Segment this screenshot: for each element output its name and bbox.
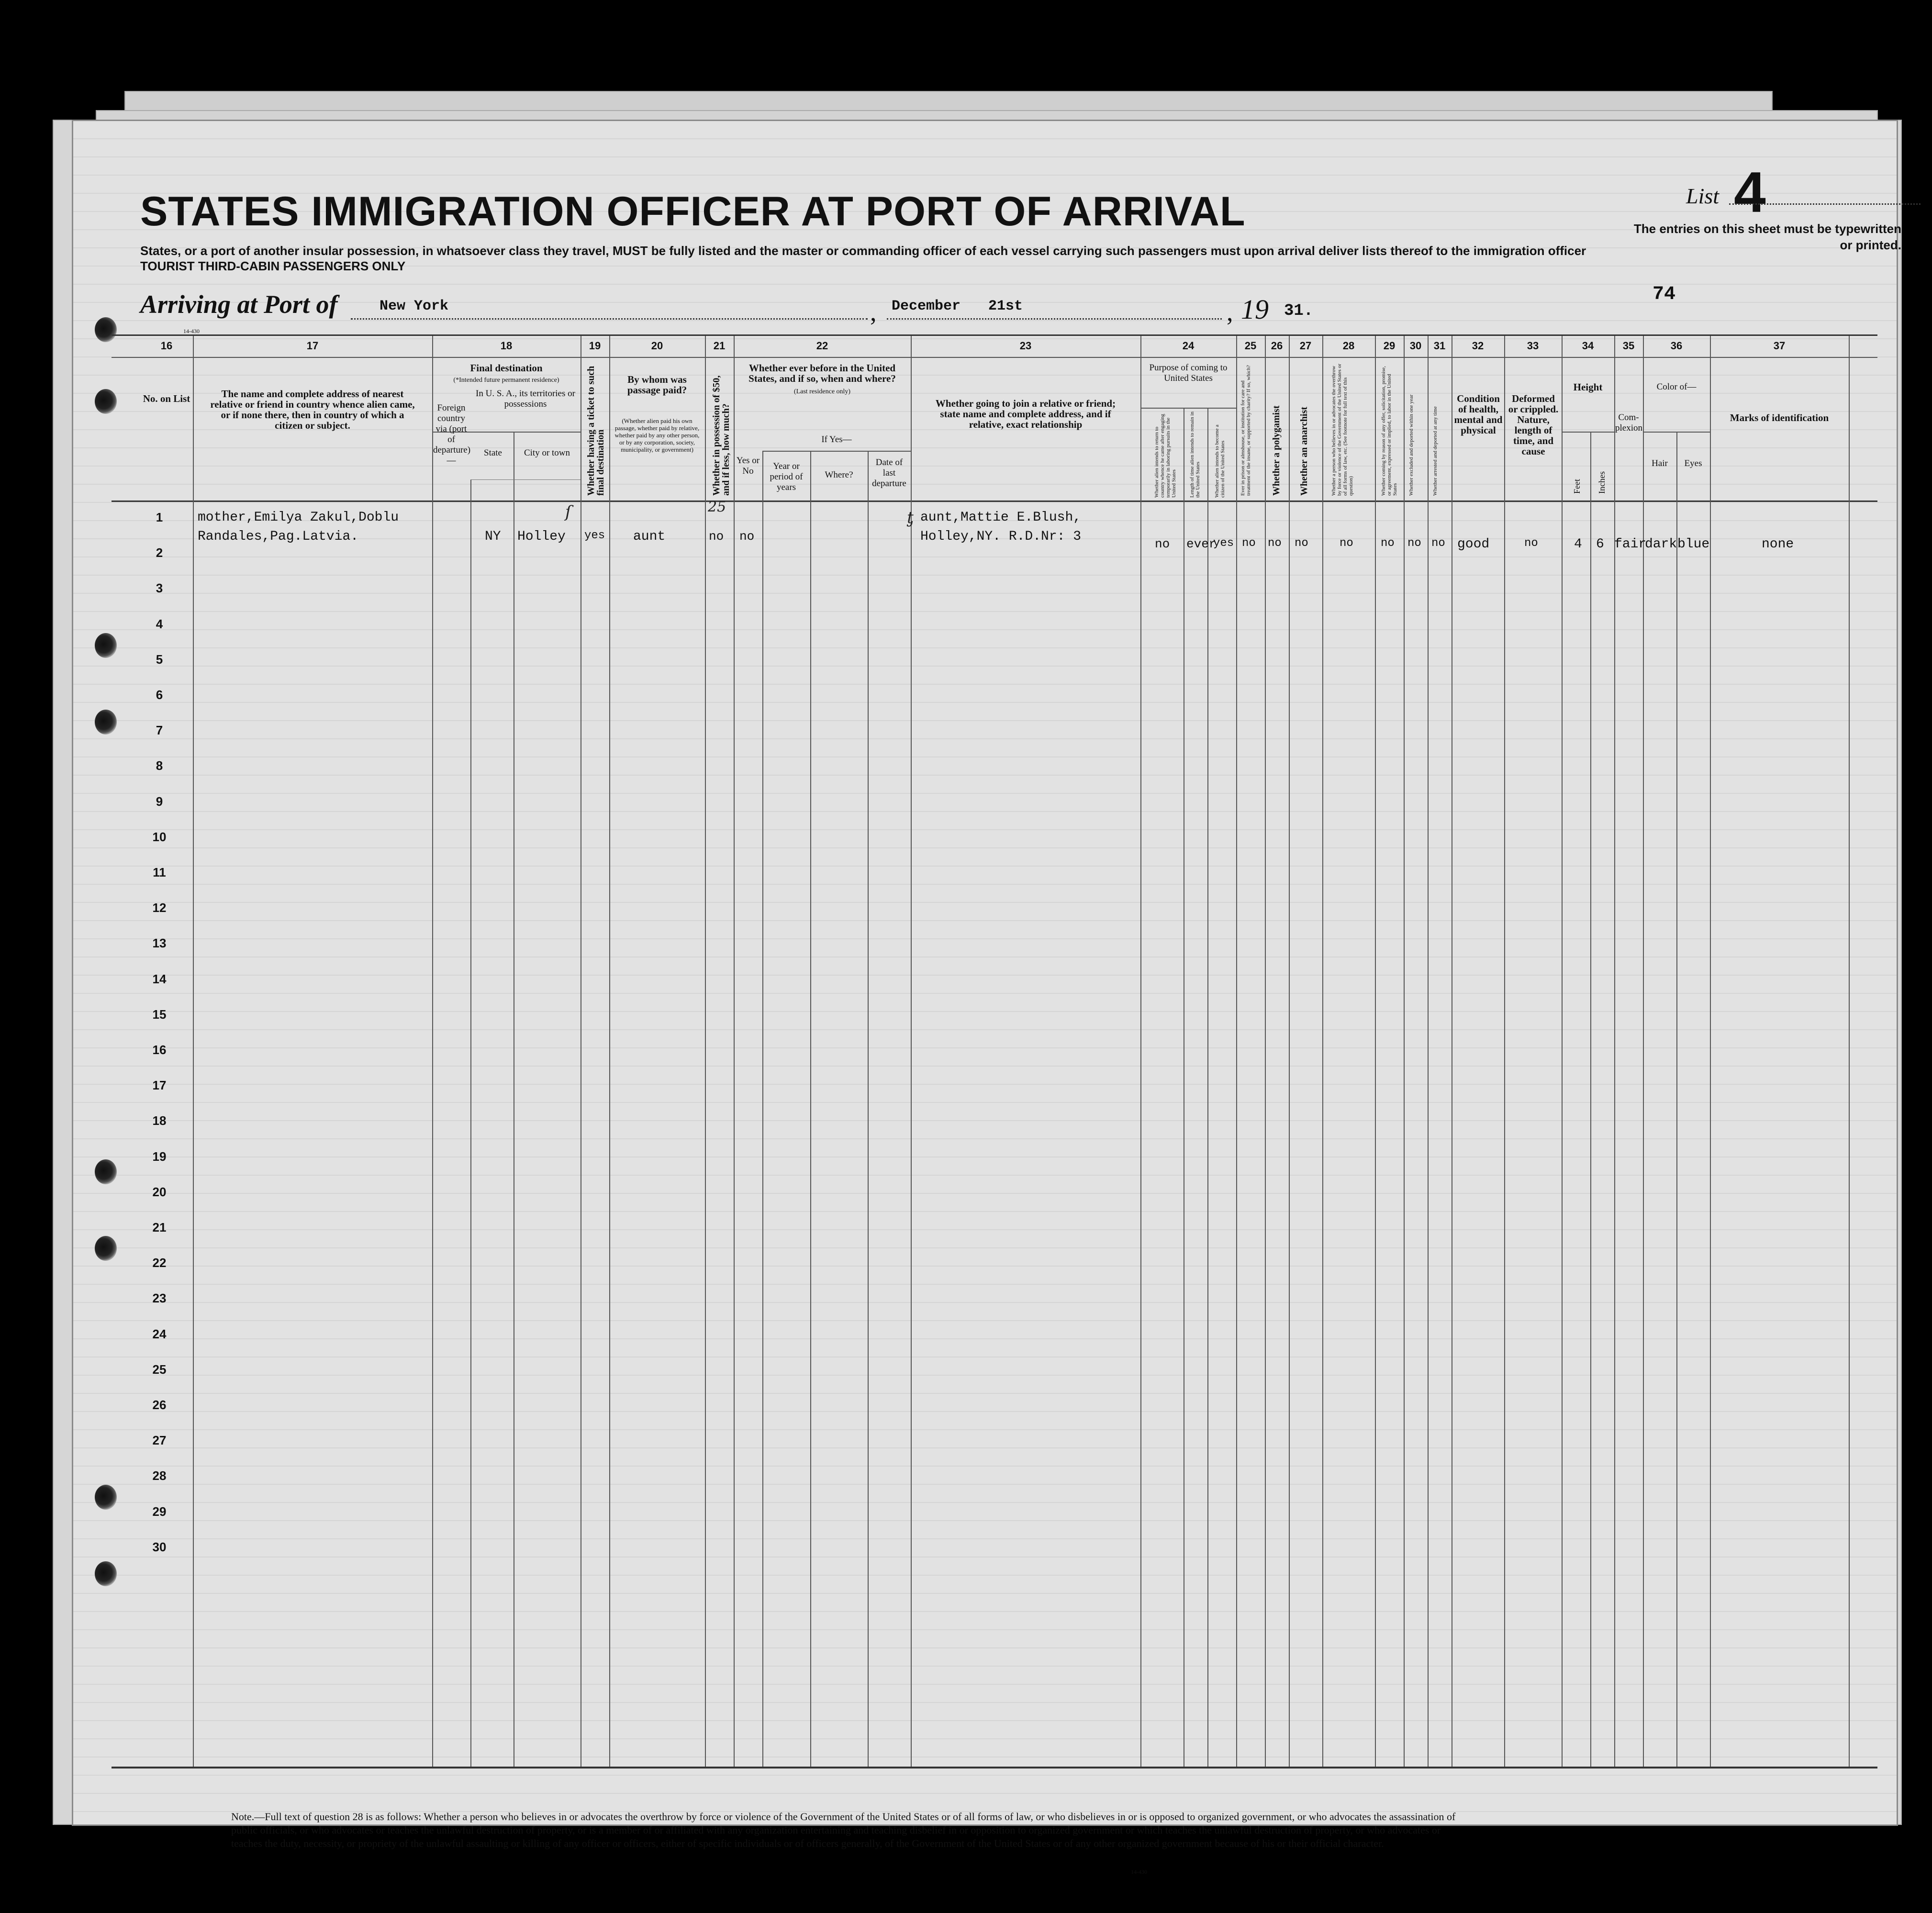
length-of-stay-value: ever <box>1186 537 1217 551</box>
header-complexion: Com- plexion <box>1615 412 1642 433</box>
complexion-value: fair <box>1614 537 1647 552</box>
page-subtitle <box>140 243 1672 274</box>
column-divider <box>1849 336 1850 1767</box>
column-number: 31 <box>1433 340 1446 352</box>
header-ticket: Whether having a ticket to such final destination <box>586 366 606 496</box>
column-divider <box>705 336 706 1767</box>
row-number: 20 <box>152 1184 167 1199</box>
column-number: 20 <box>651 340 663 352</box>
column-divider <box>432 336 433 1767</box>
header-state: State <box>484 448 502 458</box>
row-number: 26 <box>152 1398 167 1412</box>
header-final-destination-note: (*Intended future permanent residence) <box>453 377 559 384</box>
column-divider <box>1676 432 1677 1767</box>
form-number: 14-430 <box>183 328 200 334</box>
column-number: 22 <box>816 340 828 352</box>
return-country-value: no <box>1155 537 1170 551</box>
page-title: STATES IMMIGRATION OFFICER AT PORT OF ARRIVAL <box>140 189 1246 234</box>
paid-by-value: aunt <box>633 529 666 544</box>
row-number: 24 <box>152 1326 167 1341</box>
year-suffix: 31. <box>1284 302 1314 320</box>
row-number: 11 <box>153 865 166 879</box>
row-number: 15 <box>152 1007 167 1022</box>
column-divider <box>1236 336 1237 1767</box>
header-ever-before: Whether ever before in the United States, and if so, when and where? <box>748 362 896 384</box>
header-final-destination: Final destination <box>470 362 543 374</box>
header-hair: Hair <box>1652 458 1668 468</box>
column-number: 28 <box>1342 340 1355 352</box>
row-number: 4 <box>156 616 163 631</box>
manifest-sheet <box>72 120 1901 1875</box>
comma-separator: , <box>870 298 877 326</box>
header-subdivider <box>1562 432 1614 433</box>
header-question-29: Whether coming by reason of any offer, solicitation, promise, or agreement, expressed or implied, to labor in the United States <box>1381 366 1398 496</box>
column-number: 26 <box>1271 340 1283 352</box>
header-question-28: Whether a person who believes in or advocates the overthrow by force or violence of the Government of the United States or of all forms of law, etc. (See footnote for full text of this question) <box>1331 364 1354 496</box>
column-divider <box>1710 336 1711 1767</box>
subtitle-line-2: TOURIST THIRD-CABIN PASSENGERS ONLY <box>140 259 406 273</box>
header-inches: Inches <box>1597 471 1607 494</box>
header-fifty-dollars: Whether in possession of $50, and if less, how much? <box>711 375 731 496</box>
row-number: 2 <box>156 545 163 560</box>
row-number: 14 <box>152 971 167 986</box>
footer-form-number: 14-430 <box>1131 1869 1147 1875</box>
header-purpose-length: Length of time alien intends to remain in the United States <box>1189 412 1201 498</box>
column-divider <box>1504 336 1505 1767</box>
header-purpose-return: Whether alien intends to return to country whence he came after engaging temporarily in laboring pursuits in the United States <box>1154 414 1177 498</box>
manifest-table <box>112 334 1877 1768</box>
column-number: 37 <box>1773 340 1786 352</box>
row-number: 16 <box>152 1043 167 1057</box>
header-last-residence: (Last residence only) <box>793 388 851 395</box>
header-nearest-relative: The name and complete address of nearest relative or friend in country whence alien came, or if none there, then in country of which a citizen or subject. <box>210 388 415 431</box>
row-number: 7 <box>156 723 163 738</box>
destination-city: Holley <box>517 529 566 544</box>
header-by-whom-note: (Whether alien paid his own passage, whether paid by relative, whether paid by any other person, or by any corporation, society, municipality, or government) <box>614 417 700 453</box>
ever-before-value: no <box>739 529 755 544</box>
row-number: 21 <box>152 1220 167 1235</box>
row-number: 9 <box>156 794 163 809</box>
row-number: 29 <box>152 1504 167 1519</box>
ticket-value: yes <box>584 529 605 542</box>
column-divider <box>1140 336 1141 1767</box>
header-subdivider <box>1140 408 1236 409</box>
header-in-usa: In U. S. A., its territories or possessions <box>476 389 575 409</box>
polygamist-value: no <box>1268 537 1282 550</box>
header-if-yes: If Yes— <box>821 434 852 445</box>
header-question-31: Whether arrested and deported at any time <box>1432 406 1438 496</box>
destination-state: NY <box>485 529 501 544</box>
column-number: 27 <box>1299 340 1312 352</box>
header-city-or-town: City or town <box>524 448 570 458</box>
entry-instructions: The entries on this sheet must be typewritten or printed. <box>1633 222 1901 252</box>
column-divider <box>1322 336 1323 1767</box>
row-number: 19 <box>152 1149 167 1164</box>
row-number: 10 <box>152 829 167 844</box>
column-number: 33 <box>1527 340 1539 352</box>
port-line <box>351 318 868 320</box>
handwritten-mark: 25 <box>708 499 726 515</box>
column-divider <box>1590 432 1591 1767</box>
column-number: 29 <box>1383 340 1396 352</box>
column-number: 30 <box>1409 340 1422 352</box>
date-line <box>887 318 1222 320</box>
header-where: Where? <box>825 470 853 480</box>
row-number: 1 <box>156 510 163 524</box>
header-subdivider <box>1643 432 1710 433</box>
row-number: 12 <box>152 901 167 915</box>
row-number: 3 <box>156 581 163 596</box>
row-number: 8 <box>156 758 163 773</box>
subtitle-line-1: States, or a port of another insular possession, in whatsoever class they travel, MUST be fully listed and the master or commanding officer of each vessel carrying such passengers must upon arrival deliver lists thereof to the immigration officer <box>140 244 1586 258</box>
column-number: 23 <box>1019 340 1032 352</box>
header-anarchist: Whether an anarchist <box>1299 407 1309 496</box>
column-number: 25 <box>1244 340 1257 352</box>
header-by-whom: By whom was passage paid? <box>627 374 687 396</box>
header-color-of: Color of— <box>1656 382 1697 392</box>
row-number: 17 <box>152 1078 167 1093</box>
row-number: 18 <box>152 1113 167 1128</box>
row-number: 27 <box>152 1433 167 1448</box>
column-number: 17 <box>306 340 319 352</box>
port-value: New York <box>380 298 449 314</box>
column-divider <box>810 451 811 1767</box>
list-label: List <box>1686 184 1720 208</box>
question-28-value: no <box>1340 537 1353 550</box>
column-number-divider <box>112 357 1877 358</box>
column-divider <box>868 451 869 1767</box>
header-polygamist: Whether a polygamist <box>1271 405 1282 496</box>
arriving-label: Arriving at Port of <box>140 290 338 319</box>
column-divider <box>193 336 194 1767</box>
column-divider <box>1289 336 1290 1767</box>
column-number: 36 <box>1670 340 1683 352</box>
question-30-value: no <box>1407 537 1421 550</box>
header-no-on-list: No. on List <box>143 393 190 404</box>
column-number: 19 <box>589 340 601 352</box>
header-purpose-citizen: Whether alien intends to become a citizen of the United States <box>1214 424 1226 498</box>
row-number: 30 <box>152 1539 167 1554</box>
fifty-dollars-value: no <box>709 529 724 544</box>
column-divider <box>1265 336 1266 1767</box>
citizen-value: yes <box>1213 537 1234 550</box>
row-number: 23 <box>152 1291 167 1306</box>
header-condition: Condition of health, mental and physical <box>1454 393 1503 436</box>
column-number: 21 <box>713 340 726 352</box>
header-feet: Feet <box>1572 479 1582 494</box>
handwritten-mark: ſ <box>565 502 571 522</box>
column-divider <box>1404 336 1405 1767</box>
column-divider <box>609 336 610 1767</box>
handwritten-mark: ƫ <box>906 508 913 527</box>
height-feet-value: 4 <box>1574 537 1582 552</box>
sheet-number: 74 <box>1653 284 1676 305</box>
health-value: good <box>1457 537 1490 552</box>
column-divider <box>1428 336 1429 1767</box>
header-joining-relative: Whether going to join a relative or friend; state name and complete address, and if relative, exact relationship <box>935 398 1116 430</box>
column-divider <box>1207 408 1208 1767</box>
row-number: 28 <box>152 1468 167 1483</box>
footnote-question-28: Note.—Full text of question 28 is as follows: Whether a person who believes in or advocates the overthrow by force or violence of the Government of the United States or of all forms of law, or who disbelieves in or is opposed to organized government, or who advocates the assassination of public officials, or who advocates or teaches the unlawful destruction of property, or is a member of or affiliated with any organization entertaining and teaching disbelief in or opposition to organized government or which teaches the unlawful destruction of property, or who advocates or teaches the duty, necessity, or propriety of the unlawful assaulting or killing of any officer or officers, either of specific individuals or of officers generally, of the Government of the United States or of any other organized government because of his or their official character. <box>231 1811 1456 1849</box>
header-year-or-period: Year or period of years <box>770 461 803 492</box>
header-prison: Ever in prison or almshouse, or institution for care and treatment of the insane, or supported by charity? If so, which? <box>1240 365 1251 496</box>
column-number: 32 <box>1472 340 1484 352</box>
hair-value: dark <box>1645 537 1677 552</box>
header-yes-or-no: Yes or No <box>736 456 760 476</box>
header-question-30: Whether excluded and deported within one year <box>1408 394 1414 496</box>
joining-relative-line-2: Holley,NY. R.D.Nr: 3 <box>920 529 1082 544</box>
relative-address-line-2: Randales,Pag.Latvia. <box>198 529 359 544</box>
header-marks: Marks of identification <box>1730 412 1829 423</box>
column-divider <box>470 479 471 1767</box>
header-subdivider <box>470 479 581 480</box>
joining-relative-line-1: aunt,Mattie E.Blush, <box>920 510 1082 525</box>
year-prefix: 19 <box>1241 294 1269 325</box>
column-divider <box>762 451 763 1767</box>
question-31-value: no <box>1431 537 1445 550</box>
column-number: 35 <box>1622 340 1635 352</box>
arrival-date: December 21st <box>892 298 1023 314</box>
column-number: 24 <box>1182 340 1195 352</box>
header-deformed: Deformed or crippled. Nature, length of time, and cause <box>1508 393 1559 457</box>
row-number: 25 <box>152 1362 167 1377</box>
header-height: Height <box>1573 381 1603 393</box>
deformed-value: no <box>1524 537 1538 550</box>
prison-value: no <box>1242 537 1256 550</box>
column-number: 34 <box>1582 340 1594 352</box>
marks-value: none <box>1762 537 1794 552</box>
header-bottom-divider <box>112 500 1877 502</box>
row-number: 5 <box>156 652 163 667</box>
column-divider <box>1562 336 1563 1767</box>
column-divider <box>911 336 912 1767</box>
header-date-last-departure: Date of last departure <box>872 457 906 489</box>
header-subdivider <box>762 451 911 452</box>
column-number: 16 <box>160 340 173 352</box>
column-divider <box>734 336 735 1767</box>
column-number: 18 <box>500 340 513 352</box>
row-number: 13 <box>152 936 167 951</box>
header-purpose: Purpose of coming to United States <box>1149 363 1228 383</box>
list-number: 4 <box>1734 160 1766 224</box>
eyes-value: blue <box>1677 537 1710 552</box>
row-number: 6 <box>156 688 163 702</box>
comma-separator: , <box>1227 298 1233 326</box>
header-foreign-country: Foreign country via (port of departure)— <box>433 403 471 466</box>
header-eyes: Eyes <box>1684 458 1702 468</box>
question-29-value: no <box>1381 537 1395 550</box>
height-inches-value: 6 <box>1596 537 1604 552</box>
list-number-line <box>1729 203 1921 205</box>
relative-address-line-1: mother,Emilya Zakul,Doblu <box>198 510 399 525</box>
row-number: 22 <box>152 1256 167 1270</box>
anarchist-value: no <box>1295 537 1308 550</box>
column-divider <box>1375 336 1376 1767</box>
